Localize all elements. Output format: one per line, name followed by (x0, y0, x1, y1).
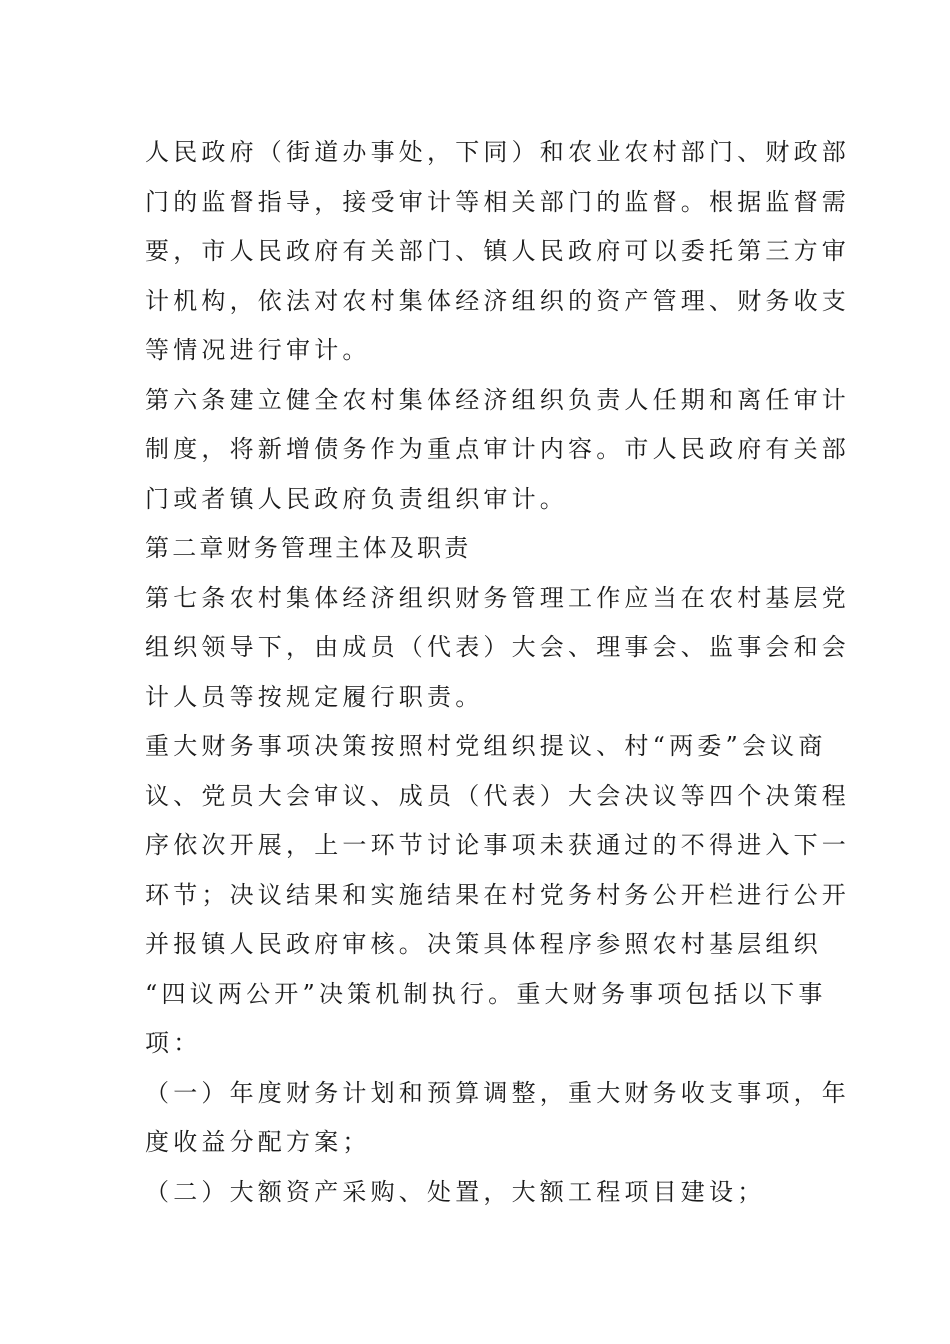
text-line: 项： (145, 1029, 202, 1057)
text-line: 并报镇人民政府审核。决策具体程序参照农村基层组织 (145, 930, 822, 958)
article-7-heading-line: 第七条农村集体经济组织财务管理工作应当在农村基层党 (145, 583, 850, 612)
text-line: 重大财务事项决策按照村党组织提议、村“两委”会议商 (145, 732, 827, 760)
text-line: 制度，将新增债务作为重点审计内容。市人民政府有关部 (145, 435, 850, 463)
text-line: 序依次开展，上一环节讨论事项未获通过的不得进入下一 (145, 831, 850, 859)
document-body (145, 128, 850, 1217)
text-line: “四议两公开”决策机制执行。重大财务事项包括以下事 (145, 979, 827, 1008)
text-line: 门的监督指导，接受审计等相关部门的监督。根据监督需 (145, 187, 850, 216)
article-6-heading-line: 第六条建立健全农村集体经济组织负责人任期和离任审计 (145, 385, 850, 414)
chapter-2-title: 第二章财务管理主体及职责 (145, 534, 472, 562)
list-item-2: （二）大额资产采购、处置，大额工程项目建设； (145, 1177, 766, 1206)
text-line: 等情况进行审计。 (145, 336, 371, 364)
text-line: 要，市人民政府有关部门、镇人民政府可以委托第三方审 (145, 237, 850, 265)
text-line: 环节；决议结果和实施结果在村党务村务公开栏进行公开 (145, 880, 850, 909)
text-line: 门或者镇人民政府负责组织审计。 (145, 484, 568, 513)
text-line: 度收益分配方案； (145, 1128, 371, 1156)
text-line: 人民政府（街道办事处，下同）和农业农村部门、财政部 (145, 138, 850, 166)
text-line: 计人员等按规定履行职责。 (145, 682, 484, 711)
text-line: 议、党员大会审议、成员（代表）大会决议等四个决策程 (145, 781, 850, 810)
text-line: 组织领导下，由成员（代表）大会、理事会、监事会和会 (145, 633, 850, 661)
list-item-1: （一）年度财务计划和预算调整，重大财务收支事项，年 (145, 1078, 850, 1107)
text-line: 计机构，依法对农村集体经济组织的资产管理、财务收支 (145, 286, 850, 315)
